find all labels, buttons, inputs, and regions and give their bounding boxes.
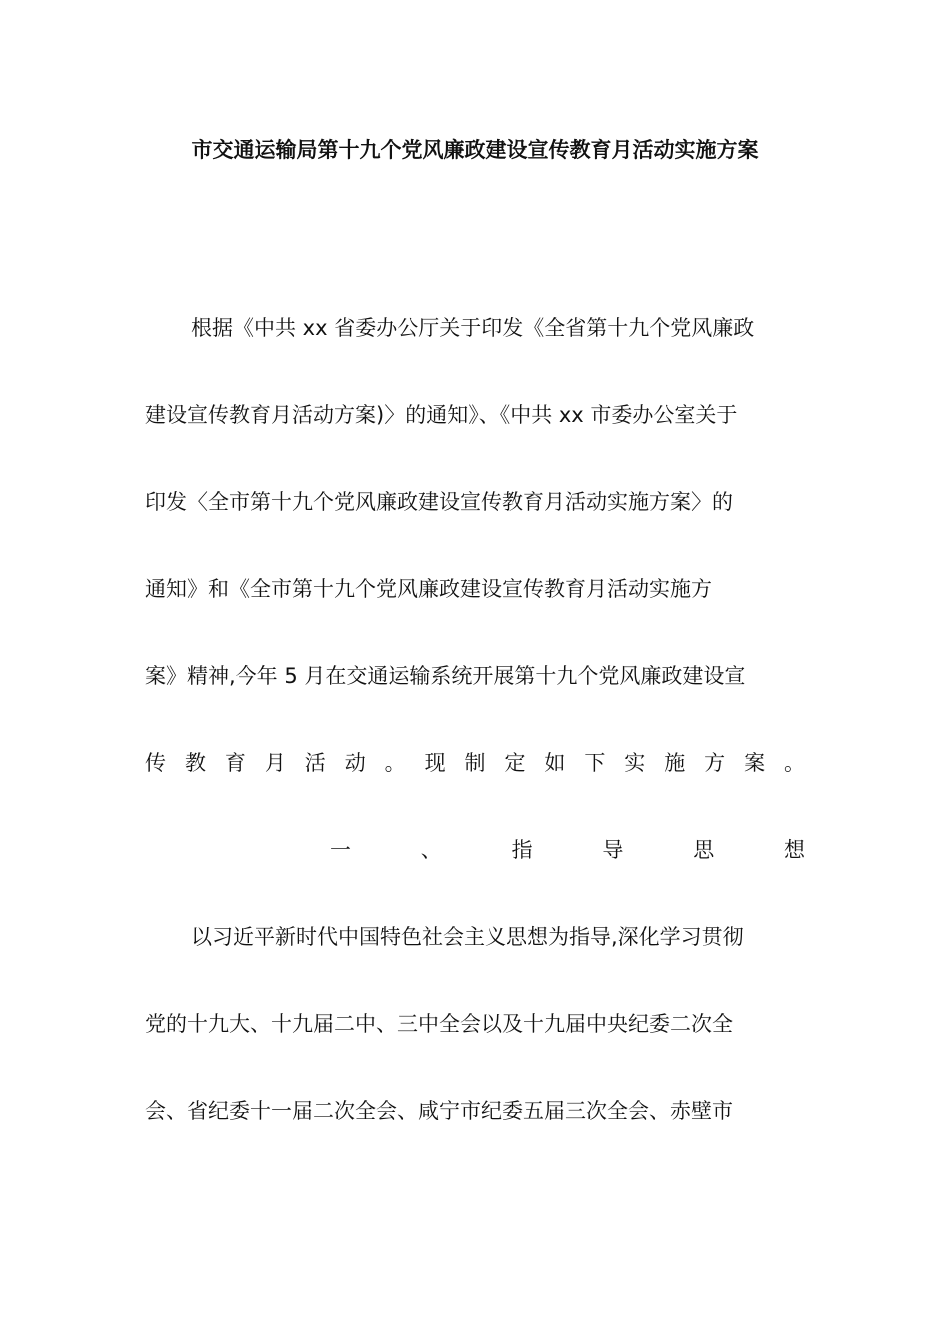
document-title: 市交通运输局第十九个党风廉政建设宣传教育月活动实施方案: [191, 138, 759, 162]
char: 教: [184, 751, 206, 775]
char: 实: [624, 751, 646, 775]
char: 施: [664, 751, 686, 775]
char: 定: [504, 751, 526, 775]
char: 传: [145, 751, 166, 775]
char: 如: [544, 751, 566, 775]
char: 。: [784, 751, 805, 775]
heading-char: 思: [693, 838, 715, 862]
char: 育: [224, 751, 246, 775]
heading-char: 一: [330, 838, 351, 862]
heading-char: 想: [783, 838, 805, 862]
paragraph-line: 建设宣传教育月活动方案)〉的通知》、《中共 xx 市委办公室关于: [145, 403, 738, 427]
char: 下: [584, 751, 606, 775]
heading-char: 导: [602, 838, 624, 862]
section-heading: [330, 835, 805, 865]
paragraph-line: 印发〈全市第十九个党风廉政建设宣传教育月活动实施方案〉的: [145, 490, 733, 514]
paragraph-line: 通知》和《全市第十九个党风廉政建设宣传教育月活动实施方: [145, 577, 712, 601]
paragraph-line: 案》精神,今年 5 月在交通运输系统开展第十九个党风廉政建设宣: [145, 664, 746, 688]
paragraph-line: 以习近平新时代中国特色社会主义思想为指导,深化学习贯彻: [191, 925, 744, 949]
paragraph-line: 会、省纪委十一届二次全会、咸宁市纪委五届三次全会、赤壁市: [145, 1099, 733, 1123]
char: 动: [344, 751, 366, 775]
paragraph-last-line: [145, 748, 805, 778]
heading-char: 、: [420, 838, 442, 862]
char: 案: [744, 751, 766, 775]
char: 月: [264, 751, 286, 775]
heading-char: 指: [511, 838, 533, 862]
char: 现: [424, 751, 446, 775]
paragraph-line: 根据《中共 xx 省委办公厅关于印发《全省第十九个党风廉政: [191, 316, 755, 340]
char: 方: [704, 751, 726, 775]
char: 制: [464, 751, 486, 775]
char: 。: [384, 751, 406, 775]
char: 活: [304, 751, 326, 775]
paragraph-line: 党的十九大、十九届二中、三中全会以及十九届中央纪委二次全: [145, 1012, 733, 1036]
